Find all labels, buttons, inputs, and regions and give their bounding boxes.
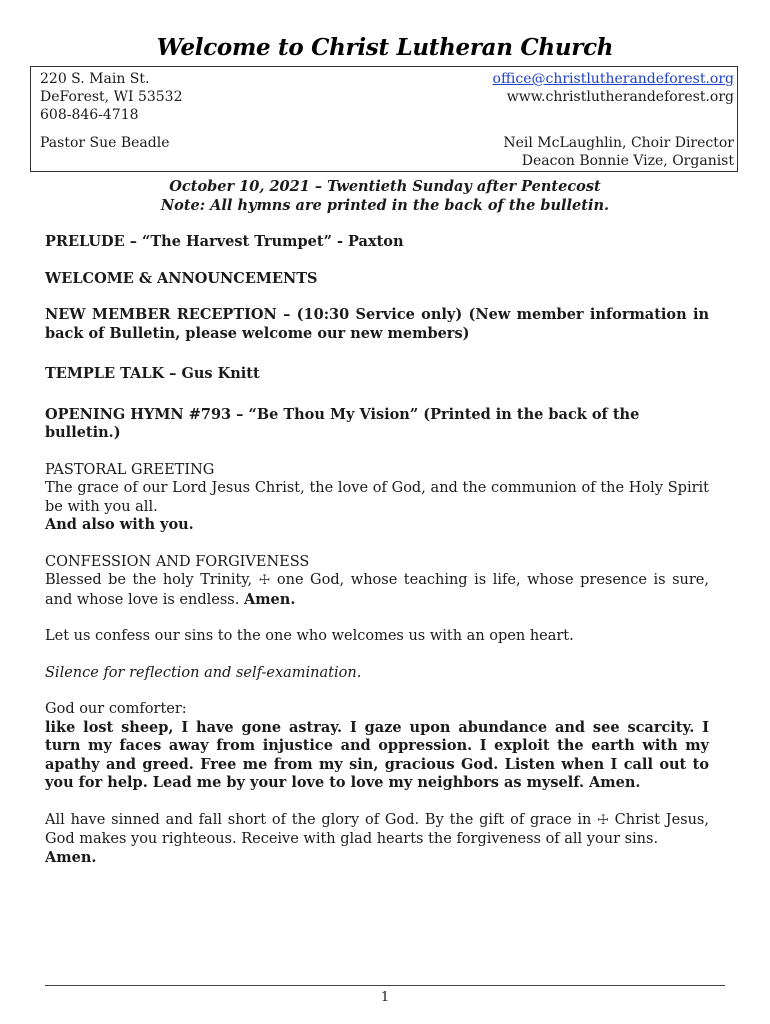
absolution-text-b: Christ Jesus, God makes you righteous. Receive with glad hearts the forgiveness of all your sins. xyxy=(45,811,709,847)
greeting-response: And also with you. xyxy=(45,516,194,533)
prelude-heading: PRELUDE – “The Harvest Trumpet” - Paxton xyxy=(45,233,404,250)
address-city: DeForest, WI 53532 xyxy=(40,89,183,105)
pastor-name: Pastor Sue Beadle xyxy=(40,135,170,151)
phone-number: 608-846-4718 xyxy=(40,107,139,123)
choir-director: Neil McLaughlin, Choir Director xyxy=(503,135,734,151)
church-contact xyxy=(493,70,734,106)
welcome-heading: WELCOME & ANNOUNCEMENTS xyxy=(45,269,318,287)
cross-icon: ☩ xyxy=(258,573,271,588)
silence-rubric: Silence for reflection and self-examination. xyxy=(45,664,362,681)
greeting-text: The grace of our Lord Jesus Christ, the love of God, and the communion of the Holy Spirit be with you all. xyxy=(45,480,709,515)
hymn-note: Note: All hymns are printed in the back of the bulletin. xyxy=(160,197,610,214)
confession-text-b: one God, whose teaching is life, whose presence is sure, and whose love is endless. xyxy=(45,572,709,608)
church-address xyxy=(40,70,182,124)
order-of-service xyxy=(45,233,709,867)
page-number: 1 xyxy=(380,990,390,1005)
absolution-text xyxy=(45,811,709,849)
opening-hymn-heading: OPENING HYMN #793 – “Be Thou My Vision” (Printed in the back of the bulletin.) xyxy=(45,405,640,441)
confess-invitation: Let us confess our sins to the one who welcomes us with an open heart. xyxy=(45,628,574,644)
confession-amen: Amen. xyxy=(243,590,296,608)
temple-talk-heading: TEMPLE TALK – Gus Knitt xyxy=(45,365,260,382)
contact-header-box xyxy=(30,66,738,172)
absolution-text-a: All have sinned and fall short of the glory of God. By the gift of grace in xyxy=(45,811,598,828)
confession-prayer: like lost sheep, I have gone astray. I gaze upon abundance and see scarcity. I turn my faces away from injustice and oppression. I exploit the earth with my apathy and greed. Free me from my sin, gracious God. Listen when I call out to you for help. Lead me by your love to love my neighbors as myself. Amen. xyxy=(45,718,709,791)
email-link[interactable]: office@christlutherandeforest.org xyxy=(492,71,734,87)
confession-text-a: Blessed be the holy Trinity, xyxy=(45,572,259,588)
absolution-amen: Amen. xyxy=(45,848,97,866)
comforter-line: God our comforter: xyxy=(45,701,187,717)
address-street: 220 S. Main St. xyxy=(40,71,150,87)
website-text: www.christlutherandeforest.org xyxy=(506,89,734,105)
greeting-heading: PASTORAL GREETING xyxy=(45,461,215,478)
new-member-heading: NEW MEMBER RECEPTION – (10:30 Service only) (New member information in back of Bulletin, please welcome our new members) xyxy=(45,306,709,342)
service-date: October 10, 2021 – Twentieth Sunday after Pentecost xyxy=(169,178,601,195)
footer-divider xyxy=(45,985,725,986)
confession-heading: CONFESSION AND FORGIVENESS xyxy=(45,553,310,570)
service-date-block xyxy=(0,177,770,215)
cross-icon-2: ☩ xyxy=(597,812,609,828)
music-staff xyxy=(503,134,734,170)
organist: Deacon Bonnie Vize, Organist xyxy=(521,153,734,169)
confession-text xyxy=(45,571,709,609)
page-title: Welcome to Christ Lutheran Church xyxy=(156,34,614,61)
